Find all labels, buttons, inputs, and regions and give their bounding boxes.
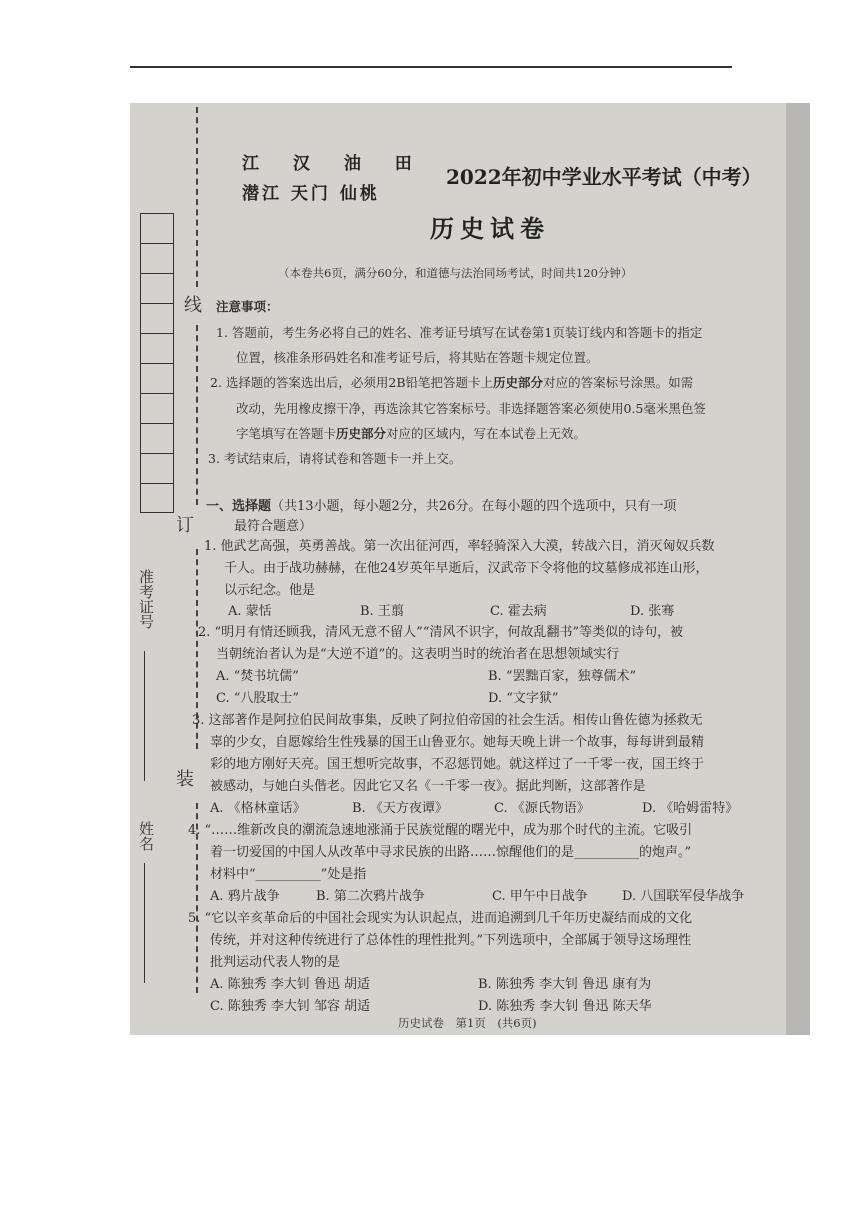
note-1-line-1: 1. 答题前，考生务必将自己的姓名、准考证号填写在试卷第1页装订线内和答题卡的指定: [216, 325, 703, 340]
note-1-line-2: 位置，核准条形码姓名和准考证号后，将其贴在答题卡规定位置。: [236, 350, 599, 365]
q3-option-a[interactable]: A. 《格林童话》: [210, 801, 306, 816]
binding-line-top: [196, 107, 198, 287]
q3-line-2: 辜的少女，自愿嫁给生性残暴的国王山鲁亚尔。她每天晚上讲一个故事，每每讲到最精: [210, 735, 705, 750]
id-box[interactable]: [141, 214, 173, 244]
binding-line-char: 线: [181, 295, 202, 313]
q3-line-1: 3. 这部著作是阿拉伯民间故事集，反映了阿拉伯帝国的社会生活。相传山鲁佐德为拯救无: [192, 713, 703, 728]
section-title: [206, 495, 676, 514]
section-title-desc: （共13小题，每小题2分，共26分。在每小题的四个选项中，只有一项: [271, 499, 677, 514]
page-edge-shadow: [786, 103, 810, 1035]
section-title-label: 一、选择题: [206, 499, 272, 514]
q5-line-3: 批判运动代表人物的是: [210, 955, 341, 970]
regions-line-2: 潜江 天门 仙桃: [242, 184, 380, 204]
q2-line-1: 2. “明月有情还顾我，清风无意不留人”“清风不识字，何故乱翻书”等类似的诗句，被: [198, 625, 684, 640]
candidate-id-boxes[interactable]: [140, 213, 174, 513]
regions-line-1: 江 汉 油 田: [242, 154, 426, 174]
q4-option-c[interactable]: C. 甲午中日战争: [492, 889, 588, 904]
id-box[interactable]: [141, 304, 173, 334]
q4-line-2: 着一切爱国的中国人从改革中寻求民族的出路……惊醒他们的是__________的炮声。”: [210, 845, 692, 860]
candidate-id-label: 准考证号: [137, 569, 155, 629]
id-box[interactable]: [141, 484, 173, 514]
note-2-pre: 2. 选择题的答案选出后，必须用2B铅笔把答题卡上: [210, 375, 494, 390]
q1-line-3: 以示纪念。他是: [224, 583, 316, 598]
q1-option-c[interactable]: C. 霍去病: [490, 604, 547, 619]
note-2-bold: 历史部分: [493, 375, 544, 390]
q2-option-a[interactable]: A. “焚书坑儒”: [216, 669, 299, 684]
q3-option-d[interactable]: D. 《哈姆雷特》: [642, 801, 739, 816]
notes-title: 注意事项：: [216, 299, 279, 314]
note-2c-bold: 历史部分: [336, 426, 387, 441]
note-2-line-1: [210, 373, 693, 391]
q1-option-b[interactable]: B. 王翦: [360, 604, 404, 619]
exam-title: 2022年初中学业水平考试（中考）: [446, 165, 762, 189]
section-title-line-2: 最符合题意）: [234, 519, 313, 534]
id-box[interactable]: [141, 424, 173, 454]
exam-subtitle: （本卷共6页，满分60分，和道德与法治同场考试，时间共120分钟）: [278, 266, 633, 280]
id-box[interactable]: [141, 244, 173, 274]
q1-option-a[interactable]: A. 蒙恬: [228, 604, 272, 619]
binding-line-mid: [196, 325, 198, 505]
name-underline[interactable]: [144, 863, 145, 983]
binding-zhuang-char: 装: [173, 769, 194, 787]
id-box[interactable]: [141, 364, 173, 394]
q3-option-b[interactable]: B. 《天方夜谭》: [352, 801, 448, 816]
candidate-id-underline: [144, 651, 145, 781]
page-footer: 历史试卷 第1页 (共6页): [398, 1016, 537, 1030]
binding-ding-char: 订: [173, 515, 194, 533]
q4-option-a[interactable]: A. 鸦片战争: [210, 889, 280, 904]
q1-line-2: 千人。由于战功赫赫，在他24岁英年早逝后，汉武帝下令将他的坟墓修成祁连山形，: [224, 561, 709, 576]
q2-option-c[interactable]: C. “八股取士”: [216, 691, 300, 706]
q4-line-1: 4. “……维新改良的潮流急速地涨涌于民族觉醒的曙光中，成为那个时代的主流。它吸引: [188, 823, 693, 838]
q5-option-b[interactable]: B. 陈独秀 李大钊 鲁迅 康有为: [478, 977, 652, 992]
q5-option-a[interactable]: A. 陈独秀 李大钊 鲁迅 胡适: [210, 977, 371, 992]
q1-option-d[interactable]: D. 张骞: [630, 604, 675, 619]
name-label: 姓名: [137, 821, 155, 851]
q2-option-b[interactable]: B. “罢黜百家，独尊儒术”: [488, 669, 637, 684]
note-2-post: 对应的答案标号涂黑。如需: [543, 375, 694, 390]
q2-line-2: 当朝统治者认为是“大逆不道”的。这表明当时的统治者在思想领域实行: [216, 647, 620, 662]
note-2c-pre: 字笔填写在答题卡: [236, 426, 337, 441]
q4-line-3: 材料中“__________”处是指: [210, 867, 367, 882]
q3-line-4: 被感动，与她白头偕老。因此它又名《一千零一夜》。据此判断，这部著作是: [210, 779, 646, 794]
id-box[interactable]: [141, 454, 173, 484]
q2-option-d[interactable]: D. “文字狱”: [488, 691, 559, 706]
note-2-line-2: 改动，先用橡皮擦干净，再选涂其它答案标号。非选择题答案必须使用0.5毫米黑色签: [236, 401, 706, 416]
q4-option-d[interactable]: D. 八国联军侵华战争: [622, 889, 745, 904]
q3-option-c[interactable]: C. 《源氏物语》: [494, 801, 590, 816]
note-2c-post: 对应的区域内，写在本试卷上无效。: [386, 426, 587, 441]
q5-option-d[interactable]: D. 陈独秀 李大钊 鲁迅 陈天华: [478, 999, 652, 1014]
q1-line-1: 1. 他武艺高强，英勇善战。第一次出征河西，率轻骑深入大漠，转战六日，消灭匈奴兵数: [204, 539, 715, 554]
q5-line-2: 传统，并对这种传统进行了总体性的理性批判。”下列选项中，全部属于领导这场理性: [210, 933, 692, 948]
q4-option-b[interactable]: B. 第二次鸦片战争: [316, 889, 425, 904]
q3-line-3: 彩的地方刚好天亮。国王想听完故事，不忍惩罚她。就这样过了一千零一夜，国王终于: [210, 757, 705, 772]
id-box[interactable]: [141, 394, 173, 424]
subject-title: 历史试卷: [430, 214, 550, 243]
note-3: 3. 考试结束后，请将试卷和答题卡一并上交。: [208, 451, 462, 466]
q5-option-c[interactable]: C. 陈独秀 李大钊 邹容 胡适: [210, 999, 371, 1014]
id-box[interactable]: [141, 274, 173, 304]
exam-photo: [130, 103, 810, 1035]
id-box[interactable]: [141, 334, 173, 364]
q5-line-1: 5. “它以辛亥革命后的中国社会现实为认识起点，进而追溯到几千年历史凝结而成的文化: [188, 911, 693, 926]
top-rule: [130, 66, 732, 68]
note-2-line-3: [236, 424, 586, 442]
